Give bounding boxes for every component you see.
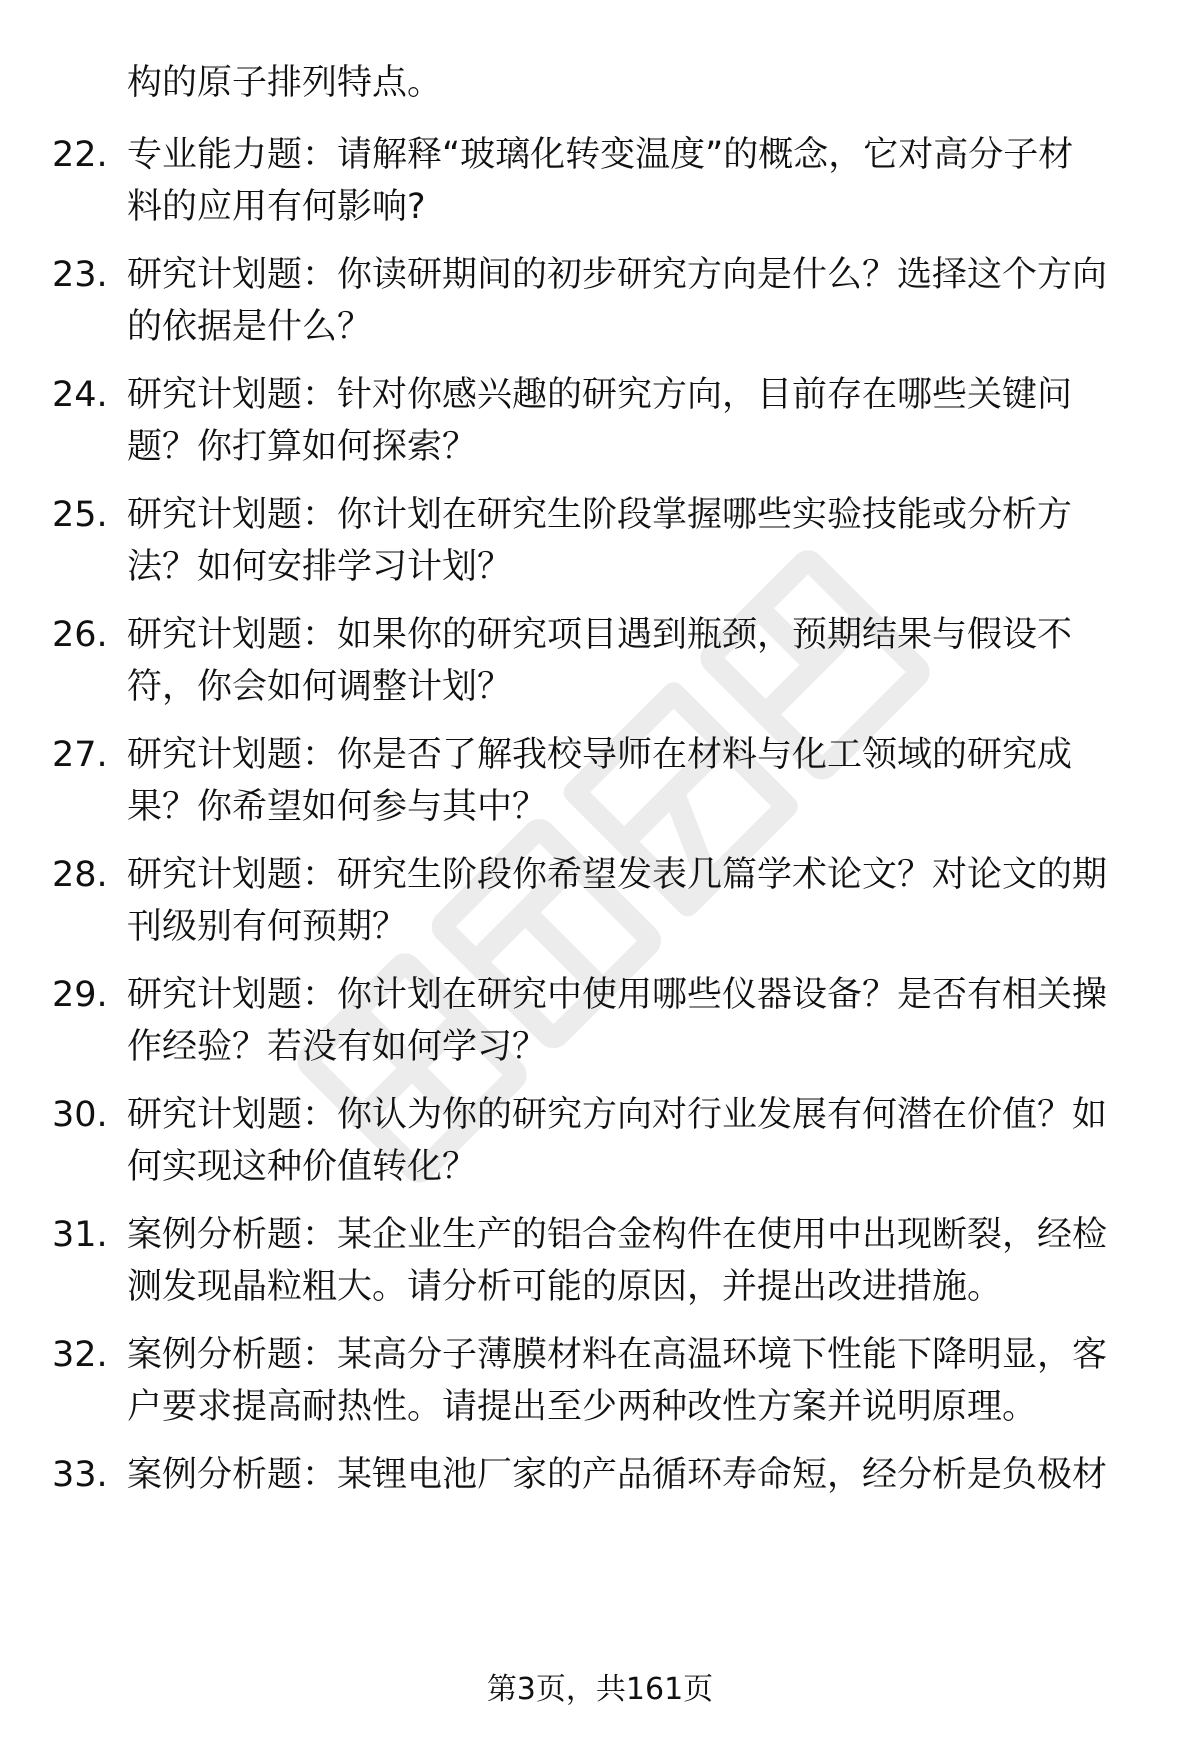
question-text-line-2: 料的应用有何影响?: [127, 187, 426, 227]
question-text-line-1: 案例分析题：某企业生产的铝合金构件在使用中出现断裂，经检: [127, 1215, 1108, 1255]
question-text-line-1: 案例分析题：某锂电池厂家的产品循环寿命短，经分析是负极材: [127, 1455, 1108, 1495]
question-text-line-2: 户要求提高耐热性。请提出至少两种改性方案并说明原理。: [127, 1387, 1038, 1427]
question-number: 25.: [52, 495, 108, 535]
question-number: 28.: [52, 855, 108, 895]
question-item-29: [0, 970, 1200, 1080]
question-text-line-1: 研究计划题：如果你的研究项目遇到瓶颈，预期结果与假设不: [127, 615, 1073, 655]
question-text-line-2: 测发现晶粒粗大。请分析可能的原因，并提出改进措施。: [127, 1267, 1003, 1307]
question-text-line-1: 研究计划题：你认为你的研究方向对行业发展有何潜在价值？如: [127, 1095, 1108, 1135]
continuation-line: 构的原子排列特点。: [127, 63, 443, 103]
question-text-line-1: 研究计划题：你计划在研究生阶段掌握哪些实验技能或分析方: [127, 495, 1073, 535]
question-text-line-2: 符，你会如何调整计划？: [127, 667, 513, 707]
question-number: 22.: [52, 135, 108, 175]
question-text-line-1: 研究计划题：研究生阶段你希望发表几篇学术论文？对论文的期: [127, 855, 1108, 895]
question-text-line-2: 法？如何安排学习计划？: [127, 547, 513, 587]
question-text-line-1: 专业能力题：请解释“玻璃化转变温度”的概念，它对高分子材: [127, 135, 1074, 175]
question-item-23: [0, 250, 1200, 360]
question-item-30: [0, 1090, 1200, 1200]
question-text-line-1: 研究计划题：针对你感兴趣的研究方向，目前存在哪些关键问: [127, 375, 1073, 415]
question-item-31: [0, 1210, 1200, 1320]
question-text-line-2: 作经验？若没有如何学习？: [127, 1027, 548, 1067]
question-text-line-2: 的依据是什么？: [127, 307, 373, 347]
question-item-33: [0, 1450, 1200, 1560]
question-item-26: [0, 610, 1200, 720]
question-number: 30.: [52, 1095, 108, 1135]
question-number: 26.: [52, 615, 108, 655]
question-item-27: [0, 730, 1200, 840]
question-text-line-2: 题？你打算如何探索？: [127, 427, 478, 467]
question-number: 32.: [52, 1335, 108, 1375]
question-item-24: [0, 370, 1200, 480]
question-item-28: [0, 850, 1200, 960]
question-item-25: [0, 490, 1200, 600]
question-text-line-2: 刊级别有何预期？: [127, 907, 408, 947]
question-number: 27.: [52, 735, 108, 775]
question-text-line-1: 案例分析题：某高分子薄膜材料在高温环境下性能下降明显，客: [127, 1335, 1108, 1375]
question-item-22: [0, 130, 1200, 240]
question-number: 23.: [52, 255, 108, 295]
question-number: 31.: [52, 1215, 108, 1255]
question-number: 33.: [52, 1455, 108, 1495]
question-number: 24.: [52, 375, 108, 415]
question-text-line-1: 研究计划题：你读研期间的初步研究方向是什么？选择这个方向: [127, 255, 1108, 295]
question-text-line-1: 研究计划题：你计划在研究中使用哪些仪器设备？是否有相关操: [127, 975, 1108, 1015]
question-text-line-2: 果？你希望如何参与其中？: [127, 787, 548, 827]
question-number: 29.: [52, 975, 108, 1015]
question-text-line-1: 研究计划题：你是否了解我校导师在材料与化工领域的研究成: [127, 735, 1073, 775]
question-text-line-2: 何实现这种价值转化？: [127, 1147, 478, 1187]
question-item-32: [0, 1330, 1200, 1440]
page-footer: 第3页，共161页: [486, 1672, 714, 1707]
